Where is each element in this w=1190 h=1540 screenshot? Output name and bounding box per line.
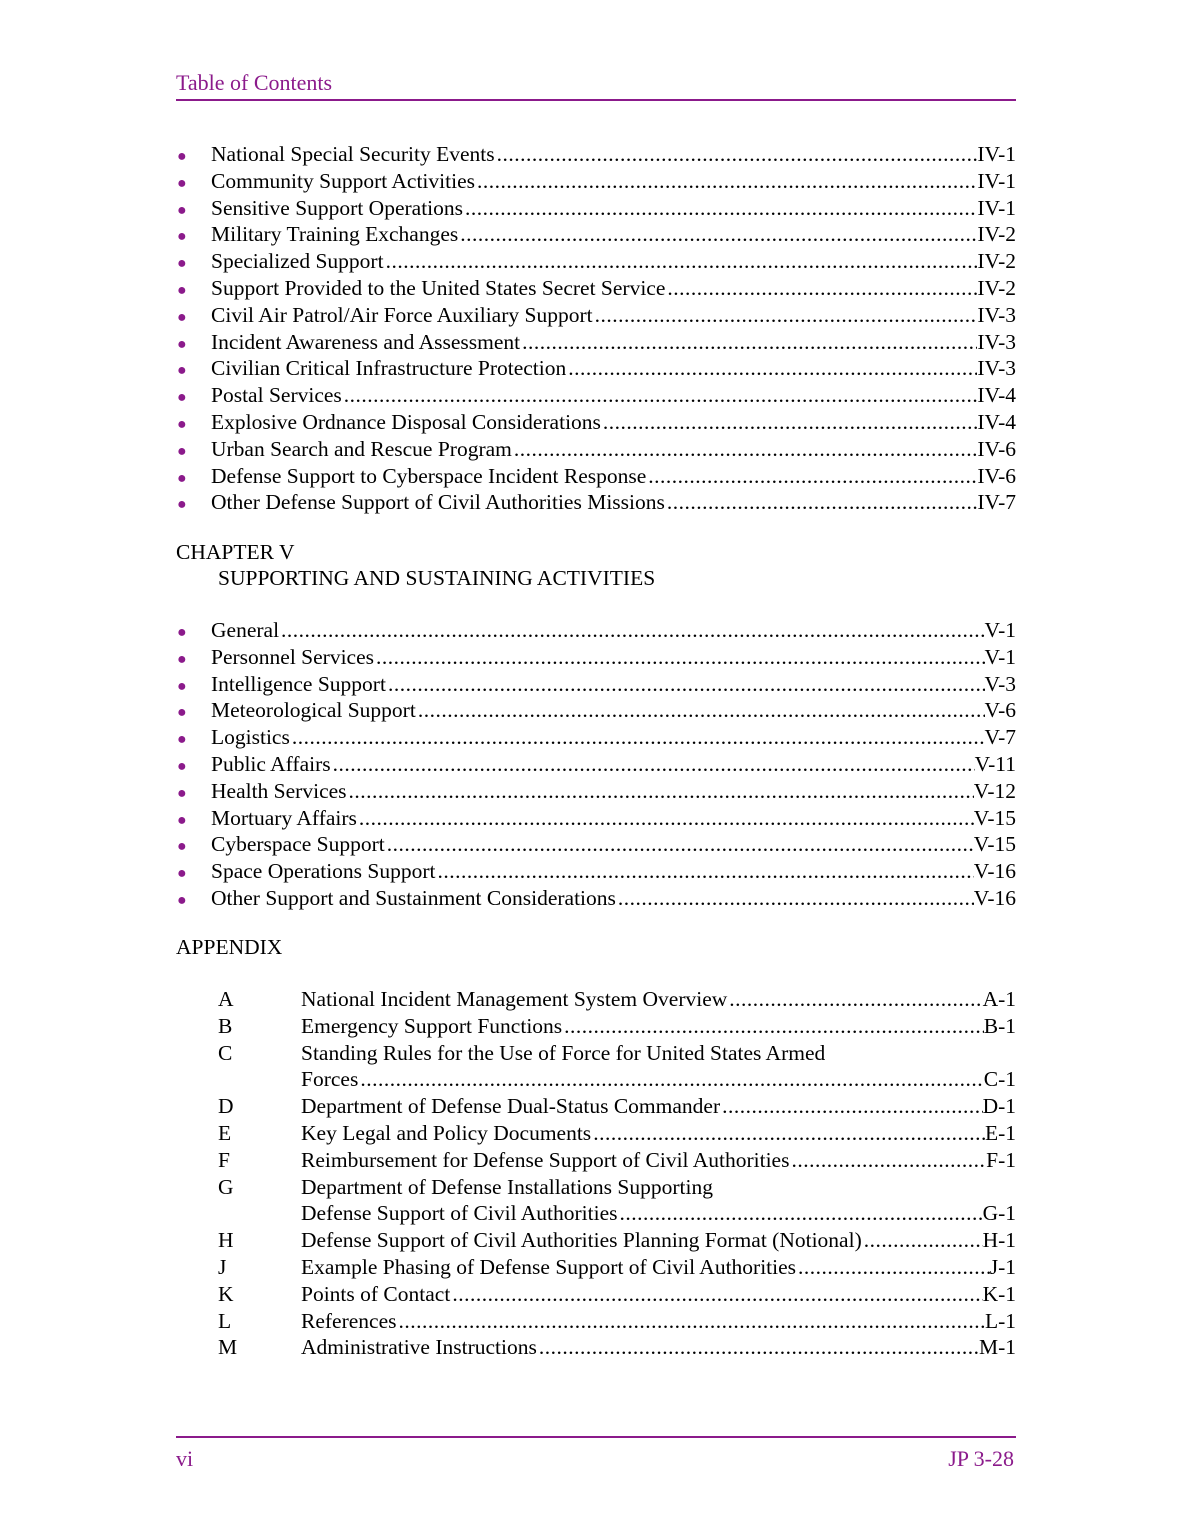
appendix-entry-continued[interactable]: Forces ..... C-1 (176, 1066, 1016, 1093)
bullet-icon: ● (177, 255, 187, 273)
header-rule (176, 99, 1016, 101)
toc-entry[interactable]: ● Health Services ..... V-12 (176, 778, 1016, 805)
appendix-entry[interactable]: B Emergency Support Functions ..... B-1 (176, 1013, 1016, 1040)
toc-entry[interactable]: ● Defense Support to Cyberspace Incident Response ..... IV-6 (176, 463, 1016, 490)
toc-entry[interactable]: ● Civilian Critical Infrastructure Protection ..... IV-3 (176, 355, 1016, 382)
footer-rule (176, 1436, 1016, 1438)
appendix-entry[interactable]: F Reimbursement for Defense Support of Civil Authorities ..... F-1 (176, 1147, 1016, 1174)
footer-publication: JP 3-28 (948, 1446, 1014, 1471)
footer-page-number: vi (176, 1446, 194, 1471)
appendix-toc-list (176, 986, 1016, 1361)
toc-entry[interactable]: ● Incident Awareness and Assessment ..... IV-3 (176, 329, 1016, 356)
bullet-icon: ● (177, 148, 187, 165)
bullet-icon: ● (177, 174, 187, 192)
toc-entry[interactable]: ● Personnel Services ..... V-1 (176, 644, 1016, 671)
bullet-icon: ● (177, 281, 187, 299)
bullet-icon: ● (177, 731, 187, 749)
chapter4-toc-list (176, 141, 1016, 516)
bullet-icon: ● (177, 308, 187, 326)
appendix-entry[interactable]: D Department of Defense Dual-Status Commander ..... D-1 (176, 1093, 1016, 1120)
chapter5-toc-list (176, 617, 1016, 912)
page-header-title: Table of Contents (176, 70, 333, 95)
appendix-entry[interactable]: L References ..... L-1 (176, 1308, 1016, 1335)
appendix-entry[interactable]: G Department of Defense Installations Supporting (218, 1174, 713, 1199)
bullet-icon: ● (177, 650, 187, 668)
toc-entry[interactable]: ● Mortuary Affairs ..... V-15 (176, 805, 1016, 832)
appendix-entry-continued[interactable]: Defense Support of Civil Authorities ..... G-1 (176, 1200, 1016, 1227)
toc-entry[interactable]: ● Public Affairs ..... V-11 (176, 751, 1016, 778)
appendix-entry[interactable]: K Points of Contact ..... K-1 (176, 1281, 1016, 1308)
chapter5-title: SUPPORTING AND SUSTAINING ACTIVITIES (218, 566, 656, 590)
bullet-icon: ● (177, 704, 187, 722)
toc-entry[interactable]: ● Intelligence Support ..... V-3 (176, 671, 1016, 698)
toc-entry[interactable]: ● Civil Air Patrol/Air Force Auxiliary Support ..... IV-3 (176, 302, 1016, 329)
toc-entry[interactable]: ● Other Defense Support of Civil Authorities Missions ..... IV-7 (176, 489, 1016, 516)
bullet-icon: ● (177, 228, 187, 246)
toc-entry[interactable]: ● Cyberspace Support ..... V-15 (176, 831, 1016, 858)
bullet-icon: ● (177, 201, 187, 219)
toc-entry[interactable]: ● Sensitive Support Operations ..... IV-1 (176, 195, 1016, 222)
bullet-icon: ● (177, 362, 187, 380)
bullet-icon: ● (177, 838, 187, 856)
toc-entry[interactable]: ● Support Provided to the United States Secret Service ..... IV-2 (176, 275, 1016, 302)
bullet-icon: ● (177, 415, 187, 433)
toc-entry[interactable]: ● Explosive Ordnance Disposal Considerations ..... IV-4 (176, 409, 1016, 436)
bullet-icon: ● (177, 624, 187, 641)
appendix-entry[interactable]: H Defense Support of Civil Authorities Planning Format (Notional) ..... H-1 (176, 1227, 1016, 1254)
bullet-icon: ● (177, 784, 187, 802)
chapter5-heading: CHAPTER V (176, 540, 295, 564)
toc-entry[interactable]: ● Community Support Activities ..... IV-1 (176, 168, 1016, 195)
bullet-icon: ● (177, 891, 187, 909)
appendix-entry[interactable]: M Administrative Instructions ..... M-1 (176, 1334, 1016, 1361)
bullet-icon: ● (177, 496, 187, 514)
bullet-icon: ● (177, 865, 187, 883)
appendix-heading: APPENDIX (176, 935, 283, 959)
appendix-entry[interactable]: E Key Legal and Policy Documents ..... E-1 (176, 1120, 1016, 1147)
toc-entry[interactable]: ● Urban Search and Rescue Program ..... IV-6 (176, 436, 1016, 463)
toc-entry[interactable]: ● National Special Security Events ..... IV-1 (176, 141, 1016, 168)
bullet-icon: ● (177, 442, 187, 460)
toc-entry[interactable]: ● Logistics ..... V-7 (176, 724, 1016, 751)
bullet-icon: ● (177, 389, 187, 407)
toc-entry[interactable]: ● Postal Services ..... IV-4 (176, 382, 1016, 409)
toc-entry[interactable]: ● General ..... V-1 (176, 617, 1016, 644)
toc-entry[interactable]: ● Military Training Exchanges ..... IV-2 (176, 221, 1016, 248)
bullet-icon: ● (177, 757, 187, 775)
appendix-entry[interactable]: J Example Phasing of Defense Support of Civil Authorities ..... J-1 (176, 1254, 1016, 1281)
toc-entry[interactable]: ● Specialized Support ..... IV-2 (176, 248, 1016, 275)
bullet-icon: ● (177, 811, 187, 829)
appendix-entry[interactable]: A National Incident Management System Overview ..... A-1 (176, 986, 1016, 1013)
bullet-icon: ● (177, 677, 187, 695)
bullet-icon: ● (177, 469, 187, 487)
toc-entry[interactable]: ● Meteorological Support ..... V-6 (176, 697, 1016, 724)
toc-entry[interactable]: ● Space Operations Support ..... V-16 (176, 858, 1016, 885)
toc-entry[interactable]: ● Other Support and Sustainment Considerations ..... V-16 (176, 885, 1016, 912)
bullet-icon: ● (177, 335, 187, 353)
appendix-entry[interactable]: C Standing Rules for the Use of Force for United States Armed (218, 1040, 826, 1065)
